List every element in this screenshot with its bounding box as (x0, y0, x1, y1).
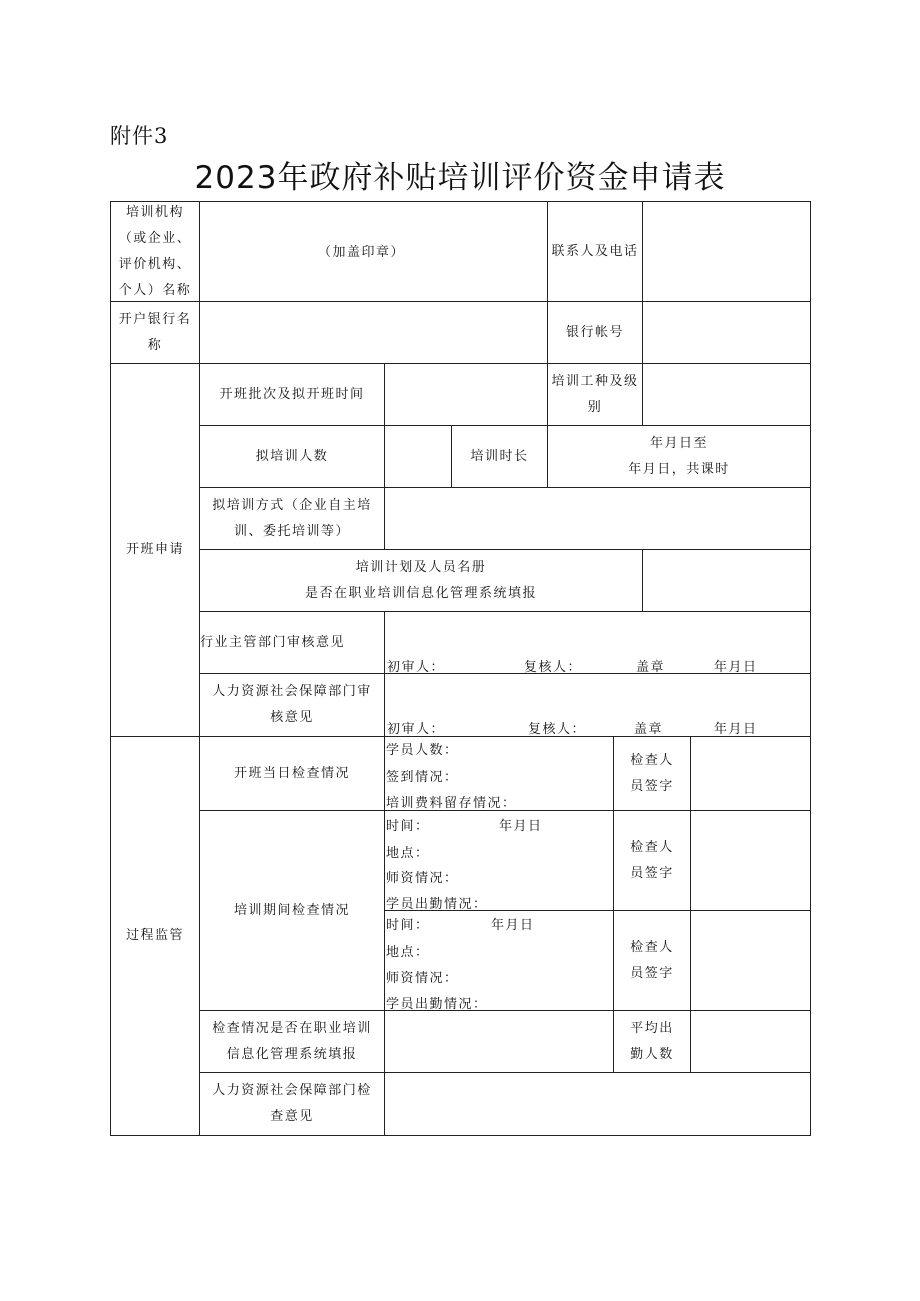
batch-time-label: 开班批次及拟开班时间 (199, 363, 385, 426)
org-name-field[interactable] (199, 201, 548, 302)
check-date-label: 年月日 (499, 819, 543, 834)
industry-review-label: 行业主管部门审核意见 (199, 611, 385, 674)
avg-attendance-label: 平均出 勤人数 (613, 1010, 691, 1073)
class-application-section: 开班申请 (110, 363, 200, 737)
hr-review-label: 人力资源社会保障部门审 核意见 (199, 673, 385, 737)
opening-day-check-label: 开班当日检查情况 (199, 736, 385, 811)
opening-day-check-field[interactable] (384, 736, 614, 811)
duration-label: 培训时长 (451, 425, 548, 488)
material-retention-label: 培训费料留存情况： (386, 796, 517, 811)
check-teacher-label: 师资情况： (386, 871, 459, 886)
check-teacher-label: 师资情况： (386, 971, 459, 986)
check-attendance-label: 学员出勤情况： (386, 997, 488, 1012)
trade-level-field[interactable] (642, 363, 811, 426)
avg-attendance-field[interactable] (690, 1010, 811, 1073)
page-title: 2023年政府补贴培训评价资金申请表 (194, 160, 726, 196)
hr-review-field[interactable] (384, 673, 811, 737)
date-label: 年月日 (714, 722, 758, 737)
plan-roster-field[interactable] (642, 549, 811, 612)
training-mode-label: 拟培训方式（企业自主培 训、委托培训等） (199, 487, 385, 550)
inspector-sign-field[interactable] (690, 736, 811, 811)
inspector-sign-label: 检查人 员签字 (613, 810, 691, 911)
check-time-label: 时间： (386, 819, 430, 834)
first-reviewer-label: 初审人： (387, 660, 446, 675)
attachment-label: 附件3 (110, 124, 169, 148)
system-fill-label: 检查情况是否在职业培训 信息化管理系统填报 (199, 1010, 385, 1073)
org-name-label: 培训机构 （或企业、 评价机构、 个人）名称 (110, 201, 200, 302)
second-reviewer-label: 复核人： (528, 722, 587, 737)
contact-label: 联系人及电话 (547, 201, 643, 302)
trainee-number-label: 学员人数： (386, 743, 459, 758)
training-period-check-label: 培训期间检查情况 (199, 810, 385, 1011)
inspector-sign-label: 检查人 员签字 (613, 910, 691, 1011)
trainee-count-label: 拟培训人数 (199, 425, 385, 488)
batch-time-field[interactable] (384, 363, 548, 426)
check-attendance-label: 学员出勤情况： (386, 897, 488, 912)
check-time-label: 时间： (386, 918, 430, 933)
trade-level-label: 培训工种及级 别 (547, 363, 643, 426)
seal-placeholder: （加盖印章） (318, 245, 406, 260)
date-label: 年月日 (714, 660, 758, 675)
training-mode-field[interactable] (384, 487, 811, 550)
bank-account-field[interactable] (642, 301, 811, 364)
seal-label: 盖章 (634, 722, 664, 737)
sign-in-label: 签到情况： (386, 770, 459, 785)
trainee-count-field[interactable] (384, 425, 452, 488)
duration-field[interactable]: 年月日至 年月日，共课时 (547, 425, 811, 488)
inspector-sign-field[interactable] (690, 810, 811, 911)
check-date-label: 年月日 (491, 918, 535, 933)
hr-check-label: 人力资源社会保障部门检 查意见 (199, 1072, 385, 1136)
industry-review-field[interactable] (384, 611, 811, 674)
period-check-2-field[interactable] (384, 910, 614, 1011)
check-place-label: 地点： (386, 846, 430, 861)
process-supervision-section: 过程监管 (110, 736, 200, 1136)
contact-field[interactable] (642, 201, 811, 302)
bank-account-label: 银行帐号 (547, 301, 643, 364)
system-fill-field[interactable] (384, 1010, 614, 1073)
inspector-sign-label: 检查人 员签字 (613, 736, 691, 811)
second-reviewer-label: 复核人： (524, 660, 583, 675)
period-check-1-field[interactable] (384, 810, 614, 911)
first-reviewer-label: 初审人： (387, 722, 446, 737)
hr-check-field[interactable] (384, 1072, 811, 1136)
plan-roster-label: 培训计划及人员名册 是否在职业培训信息化管理系统填报 (199, 549, 643, 612)
inspector-sign-field[interactable] (690, 910, 811, 1011)
check-place-label: 地点： (386, 945, 430, 960)
seal-label: 盖章 (636, 660, 666, 675)
bank-name-field[interactable] (199, 301, 548, 364)
bank-name-label: 开户银行名 称 (110, 301, 200, 364)
